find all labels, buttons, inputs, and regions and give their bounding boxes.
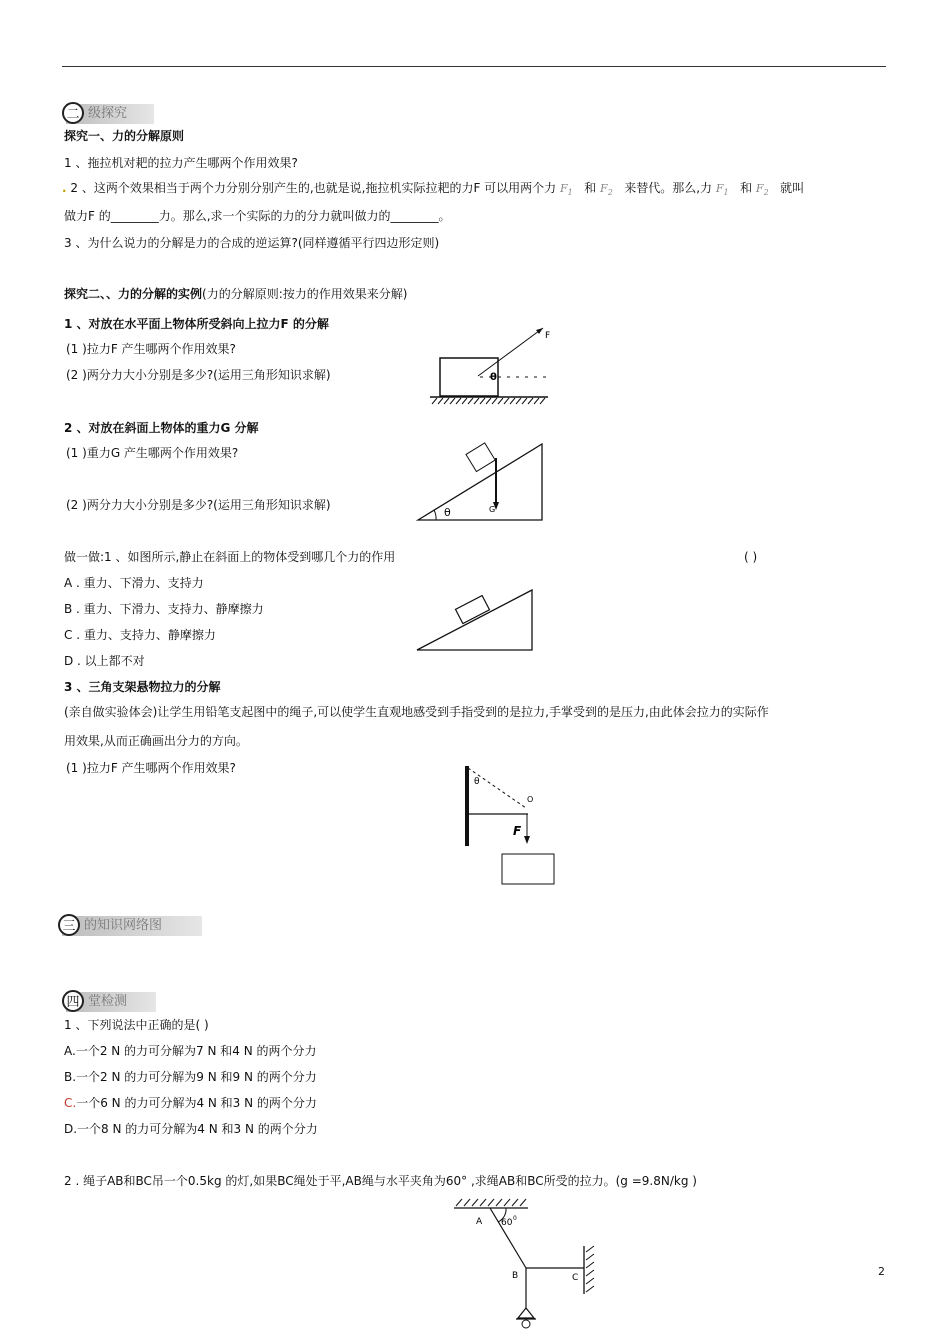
p3-desc-2: 用效果,从而正确画出分力的方向。: [64, 734, 248, 748]
d1-angle-label: θ: [490, 372, 497, 383]
d4-angle-label: 60: [501, 1218, 513, 1228]
diagram-incline-weight: [414, 440, 548, 524]
section-header-3: [62, 916, 202, 936]
q2-bullet: .: [62, 181, 67, 195]
section-number: 二: [62, 102, 84, 124]
try-answer-paren: ( ): [744, 550, 758, 564]
f2-symbol: $F_2$: [600, 182, 613, 198]
p2-title: 2 、对放在斜面上物体的重力G 分解: [64, 421, 259, 435]
test-option-a: A.一个2 N 的力可分解为7 N 和4 N 的两个分力: [64, 1044, 317, 1058]
diagram-lamp-ropes: [448, 1196, 604, 1332]
section-header-4: [66, 992, 156, 1012]
explore1-q1: 1 、拖拉机对耙的拉力产生哪两个作用效果?: [64, 156, 298, 170]
explore2-title-rest: (力的分解原则:按力的作用效果来分解): [202, 287, 408, 301]
d2-angle-label: θ: [444, 506, 451, 519]
f1-symbol-2: $F_1$: [715, 182, 729, 198]
d4-degree-mark: 0: [513, 1215, 517, 1222]
option-a: A . 重力、下滑力、支持力: [64, 576, 204, 590]
q2-text-b: 和: [584, 181, 597, 195]
p1-q2: (2 )两分力大小分别是多少?(运用三角形知识求解): [66, 368, 331, 382]
q2-text-a: 2 、这两个效果相当于两个力分别分别产生的,也就是说,拖拉机实际拉耙的力F 可以用两个力: [66, 181, 557, 195]
test-option-c: [64, 1095, 317, 1111]
header-rule: [62, 66, 886, 67]
d1-force-label: F: [545, 331, 551, 341]
d2-weight-label: G: [489, 505, 496, 514]
section-title: 级探究: [88, 106, 128, 121]
p3-desc-1: (亲自做实验体会)让学生用铅笔支起图中的绳子,可以使学生直观地感受到手指受到的是拉力,手掌受到的是压力,由此体会拉力的实际作: [64, 705, 769, 719]
d4-point-c: C: [572, 1273, 579, 1283]
p2-q1: (1 )重力G 产生哪两个作用效果?: [66, 446, 239, 460]
q2-text-c: 来替代。那么,力: [624, 181, 713, 195]
explore2-title: [64, 286, 407, 302]
f1-symbol: $F_1$: [560, 182, 573, 198]
explore1-q3: 3 、为什么说力的分解是力的合成的逆运算?(同样遵循平行四边形定则): [64, 236, 440, 250]
option-d: D . 以上都不对: [64, 654, 145, 668]
section-title: 堂检测: [88, 994, 128, 1009]
p1-title: 1 、对放在水平面上物体所受斜向上拉力F 的分解: [64, 317, 329, 331]
section-title: 的知识网络图: [84, 918, 163, 933]
q2-text-e: 就叫: [780, 181, 805, 195]
diagram-bracket: [458, 762, 562, 888]
explore1-title: 探究一、力的分解原则: [64, 129, 185, 143]
d3-angle-label: θ: [474, 777, 480, 787]
d4-point-b: B: [512, 1271, 519, 1281]
p3-q1: (1 )拉力F 产生哪两个作用效果?: [66, 761, 236, 775]
p1-q1: (1 )拉力F 产生哪两个作用效果?: [66, 342, 236, 356]
section-number: 四: [62, 990, 84, 1012]
explore1-q2: [62, 180, 804, 201]
option-c: C . 重力、支持力、静摩擦力: [64, 628, 216, 642]
try-question: 做一做:1 、如图所示,静止在斜面上的物体受到哪几个力的作用: [64, 550, 396, 564]
f2-symbol-2: $F_2$: [755, 182, 769, 198]
test-q1: 1 、下列说法中正确的是( ): [64, 1018, 209, 1032]
p3-title: 3 、三角支架悬物拉力的分解: [64, 680, 221, 694]
q2-text-d: 和: [740, 181, 753, 195]
explore1-q2-line2: 做力F 的________力。那么,求一个实际的力的分力就叫做力的________。: [64, 209, 451, 223]
d3-force-label: F: [513, 824, 522, 838]
d3-point-label: O: [527, 795, 534, 804]
diagram-box-pulled: [428, 322, 558, 410]
page-number: 2: [878, 1265, 885, 1278]
test-option-c-letter: C.: [64, 1096, 77, 1110]
diagram-incline-block: [414, 586, 538, 654]
test-q2: 2 . 绳子AB和BC吊一个0.5kg 的灯,如果BC绳处于平,AB绳与水平夹角为60° ,求绳AB和BC所受的拉力。(g =9.8N/kg ): [64, 1174, 697, 1188]
p2-q2: (2 )两分力大小分别是多少?(运用三角形知识求解): [66, 498, 331, 512]
section-header-2: [66, 104, 154, 124]
option-b: B . 重力、下滑力、支持力、静摩擦力: [64, 602, 264, 616]
section-number: 三: [58, 914, 80, 936]
explore2-title-bold: 探究二、、力的分解的实例: [64, 287, 203, 301]
d4-point-a: A: [476, 1217, 483, 1227]
test-option-d: D.一个8 N 的力可分解为4 N 和3 N 的两个分力: [64, 1122, 318, 1136]
test-option-c-text: 一个6 N 的力可分解为4 N 和3 N 的两个分力: [76, 1096, 317, 1110]
test-option-b: B.一个2 N 的力可分解为9 N 和9 N 的两个分力: [64, 1070, 317, 1084]
